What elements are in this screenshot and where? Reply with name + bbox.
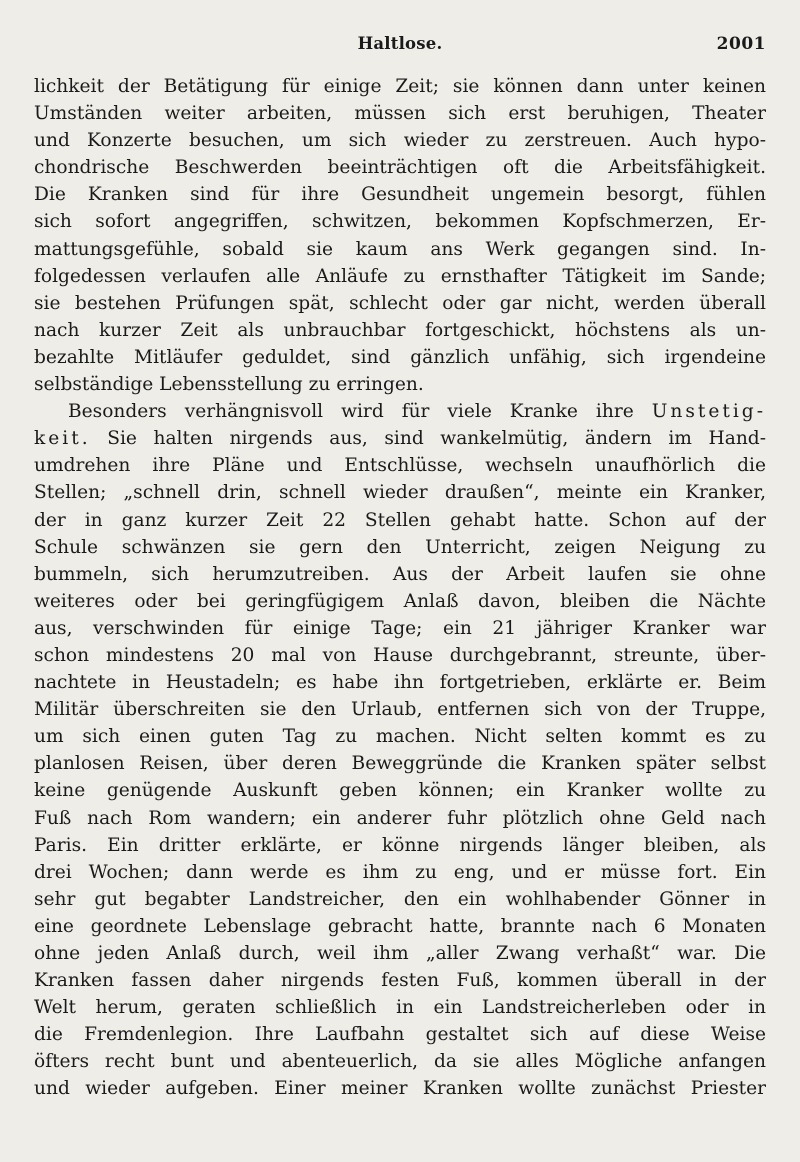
text-line: mattungsgefühle, sobald sie kaum ans Werk gegangen sind. In- — [34, 238, 766, 260]
text-line: lichkeit der Betätigung für einige Zeit; sie können dann unter keinen — [34, 76, 766, 97]
page-header — [34, 34, 766, 58]
text-line: sehr gut begabter Landstreicher, den ein wohlhabender Gönner in — [34, 888, 766, 910]
text-line: Die Kranken sind für ihre Gesundheit ungemein besorgt, fühlen — [34, 184, 766, 206]
text-line: bummeln, sich herumzutreiben. Aus der Arbeit laufen sie ohne — [34, 563, 766, 585]
text-line: sich sofort angegriffen, schwitzen, bekommen Kopfschmerzen, Er- — [34, 211, 766, 233]
spaced-emphasis: keit. — [34, 428, 91, 450]
text-line: folgedessen verlaufen alle Anläufe zu ernsthafter Tätigkeit im Sande; — [34, 265, 766, 287]
text-line — [34, 425, 766, 452]
text-line: Militär überschreiten sie den Urlaub, entfernen sich von der Truppe, — [34, 699, 766, 721]
text-line: um sich einen guten Tag zu machen. Nicht selten kommt es zu — [34, 726, 766, 748]
text-line: Schule schwänzen sie gern den Unterricht, zeigen Neigung zu — [34, 536, 766, 558]
page-number: 2001 — [716, 34, 766, 54]
text-line: schon mindestens 20 mal von Hause durchgebrannt, streunte, über- — [34, 644, 766, 666]
text-line: sie bestehen Prüfungen spät, schlecht oder gar nicht, werden überall — [34, 292, 766, 314]
running-title: Haltlose. — [357, 34, 443, 53]
text-line: Paris. Ein dritter erklärte, er könne nirgends länger bleiben, als — [34, 834, 766, 856]
text-line: nach kurzer Zeit als unbrauchbar fortgeschickt, höchstens als un- — [34, 319, 766, 341]
text-line: und wieder aufgeben. Einer meiner Kranken wollte zunächst Priester — [34, 1078, 766, 1100]
line-text: Besonders verhängnisvoll wird für viele Kranke ihre — [68, 401, 634, 423]
text-line: umdrehen ihre Pläne und Entschlüsse, wechseln unaufhörlich die — [34, 455, 766, 477]
text-line: weiteres oder bei geringfügigem Anlaß davon, bleiben die Nächte — [34, 590, 766, 612]
text-line: keine genügende Auskunft geben können; ein Kranker wollte zu — [34, 780, 766, 802]
text-line: und Konzerte besuchen, um sich wieder zu zerstreuen. Auch hypo- — [34, 130, 766, 152]
text-line: nachtete in Heustadeln; es habe ihn fortgetrieben, erklärte er. Beim — [34, 672, 766, 694]
text-line: Fuß nach Rom wandern; ein anderer fuhr plötzlich ohne Geld nach — [34, 807, 766, 829]
body-text — [34, 73, 766, 1103]
text-line: planlosen Reisen, über deren Beweggründe die Kranken später selbst — [34, 753, 766, 775]
text-line: aus, verschwinden für einige Tage; ein 21 jähriger Kranker war — [34, 617, 766, 639]
text-line: Umständen weiter arbeiten, müssen sich erst beruhigen, Theater — [34, 103, 766, 125]
text-line: eine geordnete Lebenslage gebracht hatte, brannte nach 6 Monaten — [34, 915, 766, 937]
text-line: chondrische Beschwerden beeinträchtigen oft die Arbeitsfähigkeit. — [34, 157, 766, 179]
text-line: ohne jeden Anlaß durch, weil ihm „aller Zwang verhaßt“ war. Die — [34, 943, 766, 964]
paragraph-start-line — [34, 398, 766, 425]
text-line: Welt herum, geraten schließlich in ein Landstreicherleben oder in — [34, 997, 766, 1019]
text-line: öfters recht bunt und abenteuerlich, da sie alles Mögliche anfangen — [34, 1051, 766, 1073]
text-line: bezahlte Mitläufer geduldet, sind gänzlich unfähig, sich irgendeine — [34, 346, 766, 368]
text-line: Stellen; „schnell drin, schnell wieder draußen“, meinte ein Kranker, — [34, 482, 766, 504]
text-line: Kranken fassen daher nirgends festen Fuß, kommen überall in der — [34, 970, 766, 992]
line-text: Sie halten nirgends aus, sind wankelmütig, ändern im Hand- — [107, 428, 766, 450]
spaced-emphasis: Unstetig- — [651, 401, 766, 423]
paragraph-end-line: selbständige Lebensstellung zu erringen. — [34, 374, 424, 396]
text-line: die Fremdenlegion. Ihre Laufbahn gestaltet sich auf diese Weise — [34, 1024, 766, 1046]
text-line: drei Wochen; dann werde es ihm zu eng, und er müsse fort. Ein — [34, 861, 766, 883]
text-line: der in ganz kurzer Zeit 22 Stellen gehabt hatte. Schon auf der — [34, 509, 766, 531]
